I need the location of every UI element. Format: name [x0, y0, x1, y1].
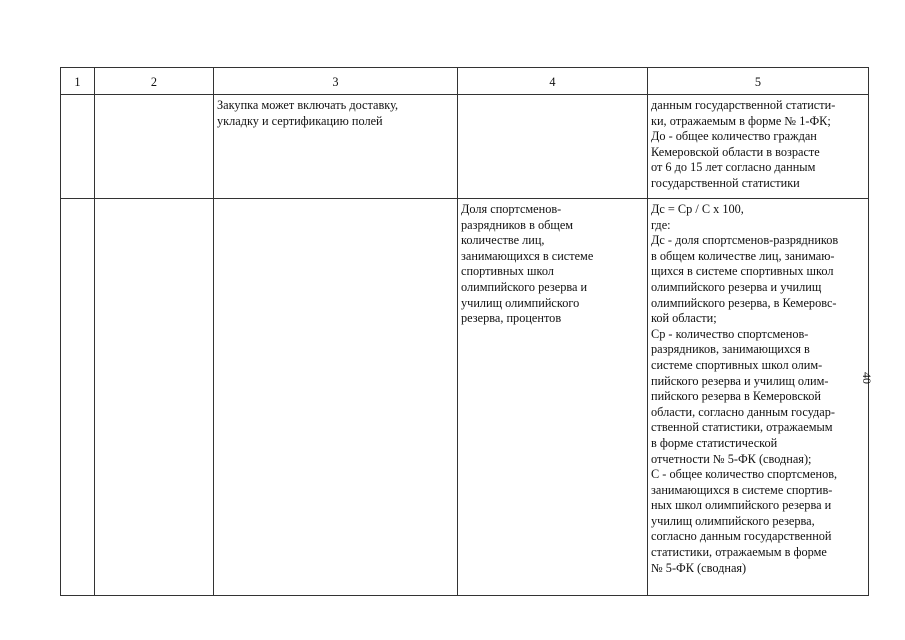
header-col-1: 1 [61, 68, 95, 95]
cell-text: Доля спортсменов- разрядников в общем количестве лиц, занимающихся в системе спортивных школ олимпийского резерва и училищ олимпийского резерва, процентов [461, 202, 594, 326]
header-row [61, 68, 869, 95]
header-col-4: 4 [458, 68, 648, 95]
cell-r2-c5 [648, 199, 869, 596]
cell-text: Закупка может включать доставку, укладку и сертификацию полей [217, 98, 399, 128]
page-number: 40 [860, 372, 874, 384]
cell-r1-c5 [648, 95, 869, 199]
cell-r2-c4 [458, 199, 648, 596]
cell-r1-c3 [214, 95, 458, 199]
cell-text: Дс = Ср / С х 100, где: Дс - доля спортсменов-разрядников в общем количестве лиц, занимаю- щихся в системе спортивных школ олимпийского резерва и училищ олимпийского резерва, в Кемеровс- кой области; Ср - количество спортсменов- разрядников, занимающихся в системе спортивных школ олим- пийского резерва и училищ олим- пийского резерва в Кемеровской области, согласно данным государ- ственной статистики, отражаемым в форме статистической отчетности № 5-ФК (сводная); С - общее количество спортсменов, занимающихся в системе спортив- ных школ олимпийского резерва и училищ олимпийского резерва, согласно данным государственной статистики, отражаемым в форме № 5-ФК (сводная) [651, 202, 839, 575]
cell-r2-c3 [214, 199, 458, 596]
cell-r1-c2 [95, 95, 214, 199]
header-col-2: 2 [95, 68, 214, 95]
cell-r2-c2 [95, 199, 214, 596]
cell-r2-c1 [61, 199, 95, 596]
cell-r1-c4 [458, 95, 648, 199]
header-col-3: 3 [214, 68, 458, 95]
cell-r1-c1 [61, 95, 95, 199]
table-row [61, 95, 869, 199]
document-table [60, 67, 869, 596]
header-col-5: 5 [648, 68, 869, 95]
cell-text: данным государственной статисти- ки, отражаемым в форме № 1-ФК; До - общее количество граждан Кемеровской области в возрасте от 6 до 15 лет согласно данным государственной статистики [651, 98, 836, 190]
table-row [61, 199, 869, 596]
